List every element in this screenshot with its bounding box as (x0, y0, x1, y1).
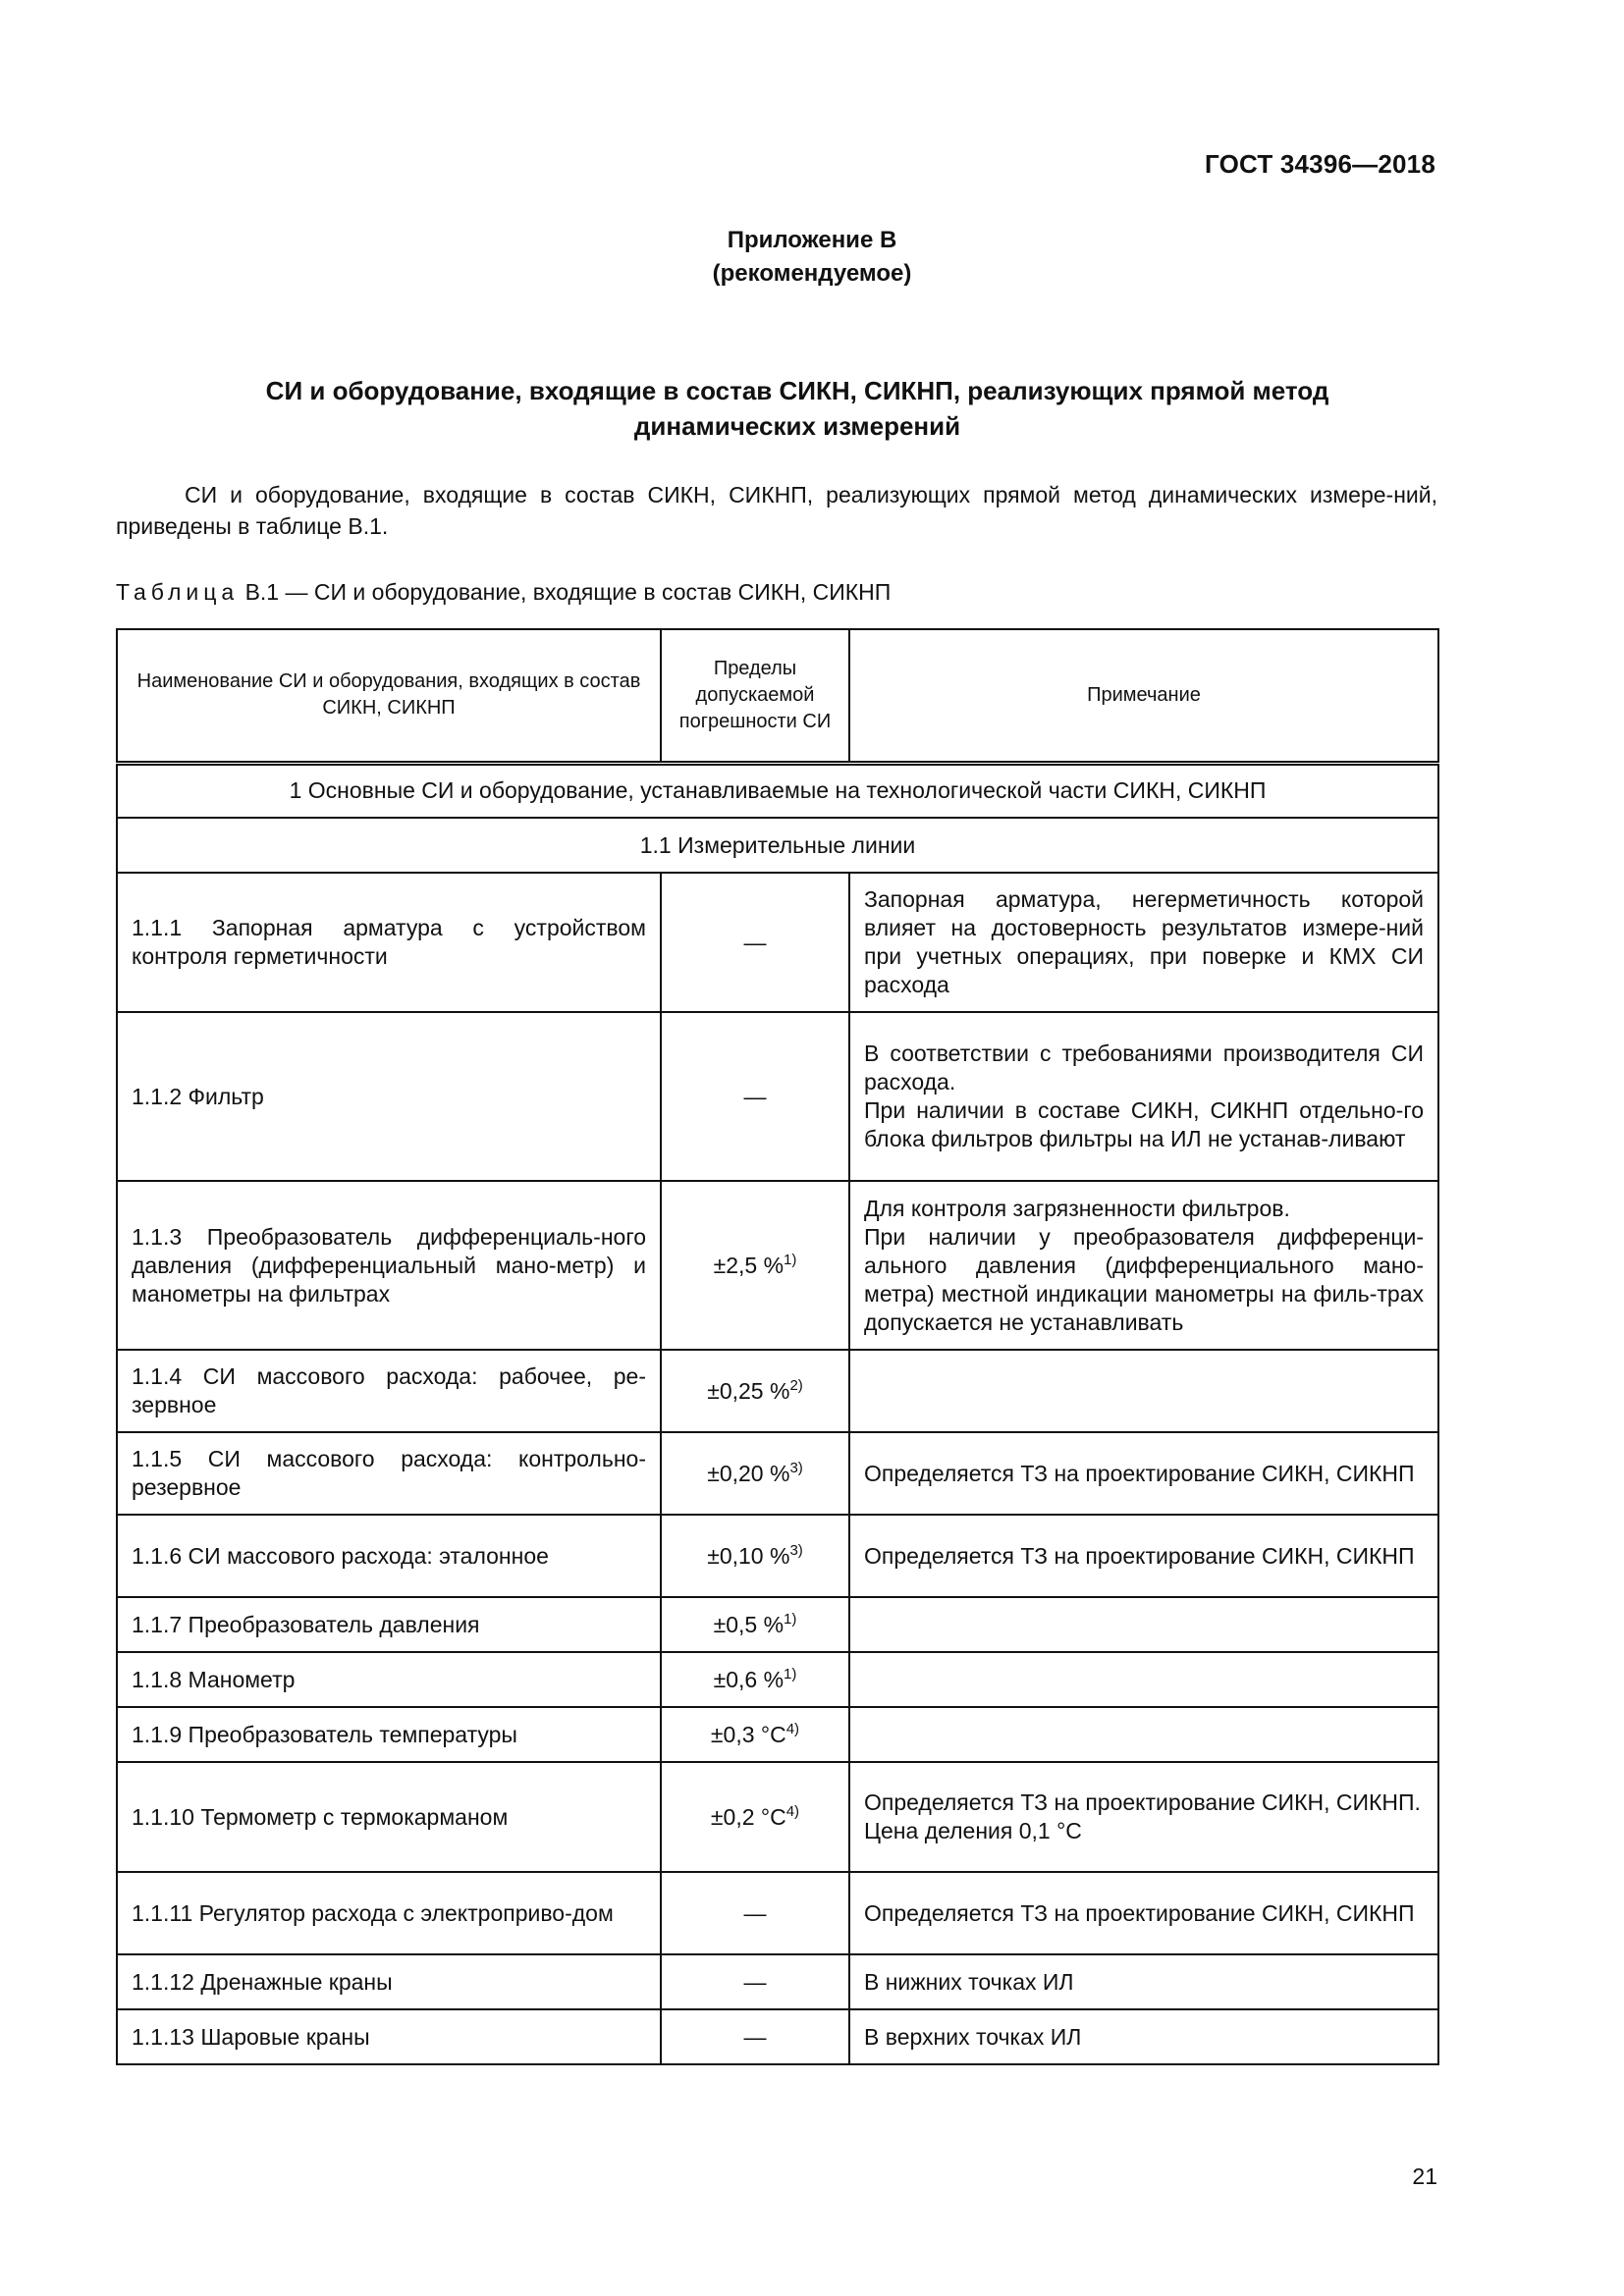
cell-name: 1.1.8 Манометр (117, 1652, 661, 1707)
table-row (117, 1432, 1438, 1515)
table-row (117, 1012, 1438, 1181)
cell-name: 1.1.10 Термометр с термокарманом (117, 1762, 661, 1872)
cell-name: 1.1.12 Дренажные краны (117, 1954, 661, 2009)
table-row (117, 1597, 1438, 1652)
limit-value: — (743, 1899, 767, 1926)
cell-name: 1.1.4 СИ массового расхода: рабочее, ре-зервное (117, 1350, 661, 1432)
footnote-ref: 2) (789, 1376, 803, 1394)
table-row (117, 1652, 1438, 1707)
table-row (117, 1181, 1438, 1350)
limit-value: ±0,25 % (707, 1377, 790, 1404)
limit-value: — (743, 1968, 767, 1995)
cell-name: 1.1.9 Преобразователь температуры (117, 1707, 661, 1762)
cell-limit (661, 1350, 849, 1432)
limit-value: ±0,6 % (713, 1666, 785, 1692)
footnote-ref: 4) (785, 1802, 800, 1820)
note-line: При наличии у преобразователя дифференци-ального давления (дифференциального мано-метра) местной индикации манометры на филь-трах допускается не устанавливать (864, 1223, 1424, 1335)
cell-limit (661, 1515, 849, 1597)
table-caption-label: Таблица (116, 579, 240, 605)
note-line: В соответствии с требованиями производителя СИ расхода. (864, 1041, 1424, 1095)
footnote-ref: 3) (789, 1541, 803, 1559)
note-line: Определяется ТЗ на проектирование СИКН, СИКНП (864, 1542, 1415, 1569)
standard-code: ГОСТ 34396—2018 (1205, 149, 1435, 179)
cell-limit (661, 1872, 849, 1954)
limit-value: — (743, 929, 767, 955)
cell-note (849, 1181, 1438, 1350)
intro-paragraph: СИ и оборудование, входящие в состав СИКН, СИКНП, реализующих прямой метод динамических измере-ний, приведены в таблице В.1. (116, 482, 1437, 539)
table-row (117, 1762, 1438, 1872)
table-row (117, 1872, 1438, 1954)
note-line: Для контроля загрязненности фильтров. (864, 1195, 1290, 1221)
table-row (117, 2009, 1438, 2064)
cell-name: 1.1.13 Шаровые краны (117, 2009, 661, 2064)
footnote-ref: 4) (785, 1720, 800, 1737)
limit-value: ±0,20 % (707, 1460, 790, 1486)
limit-value: ±0,2 °С (710, 1803, 786, 1830)
section-row: 1 Основные СИ и оборудование, устанавливаемые на технологической части СИКН, СИКНП (117, 763, 1438, 818)
table-row (117, 1954, 1438, 2009)
cell-note (849, 873, 1438, 1012)
limit-value: — (743, 2023, 767, 2050)
header-note: Примечание (849, 629, 1438, 763)
cell-name: 1.1.7 Преобразователь давления (117, 1597, 661, 1652)
table-caption (116, 579, 891, 606)
table-row (117, 1350, 1438, 1432)
cell-note (849, 1515, 1438, 1597)
cell-limit (661, 1707, 849, 1762)
limit-value: ±0,3 °С (710, 1721, 786, 1747)
header-name: Наименование СИ и оборудования, входящих в состав СИКН, СИКНП (117, 629, 661, 763)
table-row (117, 1707, 1438, 1762)
footnote-ref: 1) (784, 1665, 797, 1682)
cell-limit (661, 1432, 849, 1515)
equipment-table (116, 628, 1439, 2065)
cell-note (849, 1872, 1438, 1954)
cell-note (849, 1954, 1438, 2009)
header-limits: Пределы допускаемой погрешности СИ (661, 629, 849, 763)
note-line: При наличии в составе СИКН, СИКНП отдельно-го блока фильтров фильтры на ИЛ не устанав-ливают (864, 1097, 1424, 1151)
cell-note (849, 2009, 1438, 2064)
cell-note (849, 1652, 1438, 1707)
footnote-ref: 1) (784, 1251, 797, 1268)
cell-note (849, 1432, 1438, 1515)
cell-note (849, 1012, 1438, 1181)
appendix-heading (0, 224, 1624, 291)
document-title-line1: СИ и оборудование, входящие в состав СИКН, СИКНП, реализующих прямой метод (265, 376, 1329, 405)
note-line: В верхних точках ИЛ (864, 2023, 1082, 2050)
appendix-title: Приложение В (727, 227, 897, 253)
cell-limit (661, 873, 849, 1012)
table-caption-text: В.1 — СИ и оборудование, входящие в состав СИКН, СИКНП (239, 579, 892, 605)
cell-name: 1.1.11 Регулятор расхода с электроприво-дом (117, 1872, 661, 1954)
cell-limit (661, 1652, 849, 1707)
cell-name: 1.1.2 Фильтр (117, 1012, 661, 1181)
note-line: Определяется ТЗ на проектирование СИКН, СИКНП (864, 1460, 1415, 1486)
cell-limit (661, 1181, 849, 1350)
table-row (117, 873, 1438, 1012)
cell-limit (661, 1597, 849, 1652)
footnote-ref: 1) (784, 1610, 797, 1628)
cell-name: 1.1.3 Преобразователь дифференциаль-ного давления (дифференциальный мано-метр) и манометры на фильтрах (117, 1181, 661, 1350)
cell-limit (661, 1954, 849, 2009)
note-line: Цена деления 0,1 °С (864, 1818, 1082, 1843)
cell-note (849, 1597, 1438, 1652)
subsection-row: 1.1 Измерительные линии (117, 818, 1438, 873)
cell-limit (661, 2009, 849, 2064)
appendix-status: (рекомендуемое) (712, 260, 912, 287)
note-line: В нижних точках ИЛ (864, 1968, 1074, 1995)
cell-limit (661, 1012, 849, 1181)
cell-name: 1.1.5 СИ массового расхода: контрольно-резервное (117, 1432, 661, 1515)
note-line: Определяется ТЗ на проектирование СИКН, СИКНП (864, 1899, 1415, 1926)
cell-note (849, 1350, 1438, 1432)
limit-value: ±2,5 % (713, 1252, 785, 1278)
note-line: Запорная арматура, негерметичность которой влияет на достоверность результатов измере-ний при учетных операциях, при поверке и КМХ СИ расхода (864, 886, 1424, 997)
cell-name: 1.1.6 СИ массового расхода: эталонное (117, 1515, 661, 1597)
limit-value: ±0,5 % (713, 1611, 785, 1637)
cell-limit (661, 1762, 849, 1872)
document-title (137, 373, 1457, 444)
note-line: Определяется ТЗ на проектирование СИКН, СИКНП. (864, 1789, 1421, 1815)
footnote-ref: 3) (789, 1459, 803, 1476)
limit-value: — (743, 1083, 767, 1109)
cell-name: 1.1.1 Запорная арматура с устройством контроля герметичности (117, 873, 661, 1012)
page-number: 21 (1412, 2163, 1437, 2189)
limit-value: ±0,10 % (707, 1542, 790, 1569)
document-title-line2: динамических измерений (633, 411, 961, 441)
cell-note (849, 1762, 1438, 1872)
table-row (117, 1515, 1438, 1597)
cell-note (849, 1707, 1438, 1762)
